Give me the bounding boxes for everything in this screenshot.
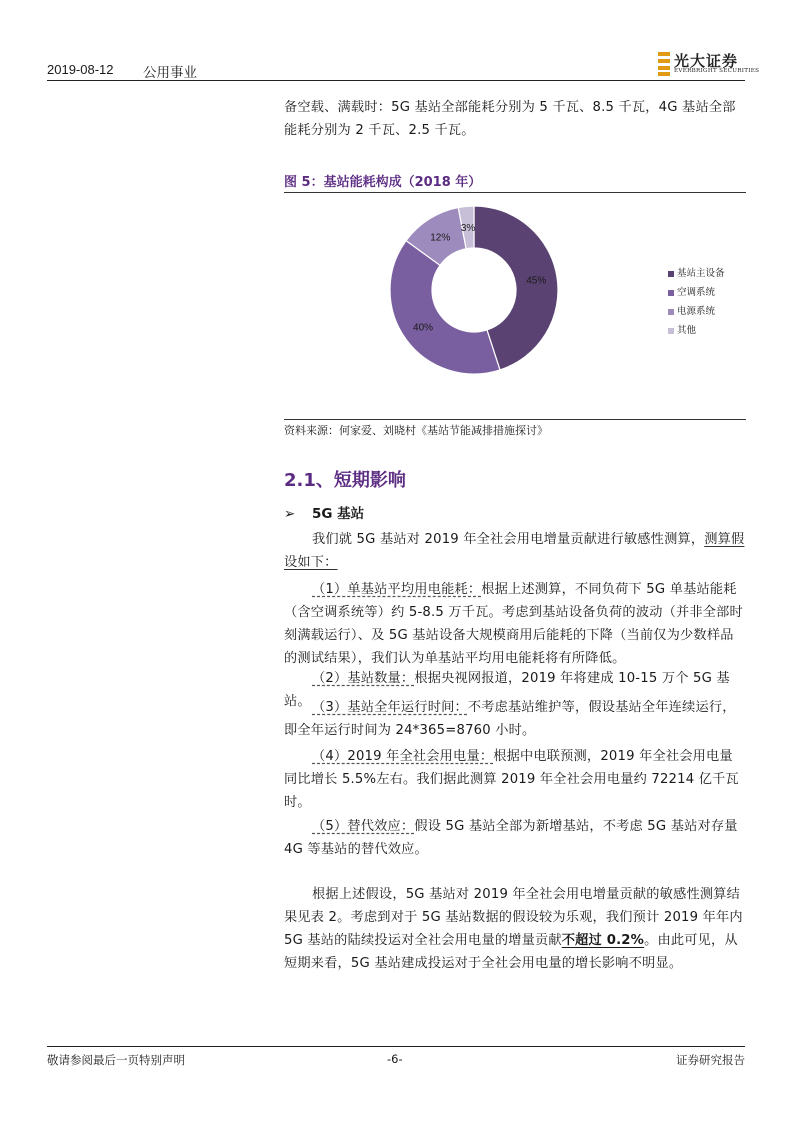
method-paragraph [284,528,746,574]
figure-source: 资料来源：何家爱、刘晓村《基站节能减排措施探讨》 [284,424,548,437]
method-text: 我们就 5G 基站对 2019 年全社会用电增量贡献进行敏感性测算， [312,532,705,547]
legend-label: 基站主设备 [677,268,725,279]
donut-slice-label-1: 45% [526,275,547,287]
footer-disclaimer: 敬请参阅最后一页特别声明 [47,1053,185,1067]
donut-slice-label-4: 3% [460,222,476,234]
legend-swatch [668,271,674,277]
legend-swatch [668,290,674,296]
subheading [284,502,364,522]
assumption-5 [284,815,746,861]
header-divider [47,80,745,81]
logo-name: 光大证券 [674,52,739,70]
report-date: 2019-08-12 [47,62,114,77]
footer-report-type: 证券研究报告 [676,1053,745,1067]
assumption-3-text: 不考虑基站维护等，假设基站全年连续运行，即全年运行时间为 24*365=8760 小时。 [284,700,736,738]
subheading-text: 5G 基站 [312,506,365,522]
assumption-3-label: （3）基站全年运行时间： [312,700,468,715]
assumption-4-label: （4）2019 年全社会用电量： [312,749,494,764]
donut-slice-label-2: 40% [413,322,434,334]
page-number: -6- [387,1052,403,1066]
assumption-5-label: （5）替代效应： [312,819,415,834]
legend-swatch [668,328,674,334]
assumption-1-label: （1）单基站平均用电能耗： [312,582,482,597]
footer-divider [47,1046,745,1047]
legend-label: 空调系统 [677,287,716,298]
conclusion-text: 根据上述假设，5G 基站对 2019 年全社会用电增量贡献的敏感性测算结果见表 2。考虑到对于 5G 基站数据的假设较为乐观，我们预计 2019 年年内 5G 基站的陆续投运对全社会用电量的增量贡献 [284,887,743,948]
assumption-5-text: 假设 5G 基站全部为新增基站，不考虑 5G 基站对存量 4G 等基站的替代效应。 [284,819,738,857]
legend-label: 电源系统 [677,306,716,317]
assumption-2-text: 根据央视网报道，2019 年将建成 10-15 万个 5G 基站。 [284,671,730,709]
arrow-bullet-icon: ➢ [284,506,296,522]
assumption-1 [284,578,746,670]
assumption-4 [284,745,746,814]
assumption-4-text: 根据中电联预测，2019 年全社会用电量同比增长 5.5%左右。我们据此测算 2019 年全社会用电量约 72214 亿千瓦时。 [284,749,739,810]
assumption-3 [284,696,746,742]
figure-title: 图 5：基站能耗构成（2018 年） [284,175,482,190]
company-logo [658,50,760,76]
donut-slice-label-3: 12% [430,232,451,244]
legend-label: 其他 [677,325,697,336]
conclusion-tail: 。由此可见，从短期来看，5G 基站建成投运对于全社会用电量的增长影响不明显。 [284,933,738,971]
logo-mark-icon [658,52,670,76]
intro-paragraph: 备空载、满载时：5G 基站全部能耗分别为 5 千瓦、8.5 千瓦，4G 基站全部能耗分别为 2 千瓦、2.5 千瓦。 [284,100,736,138]
donut-slice-2 [390,241,500,374]
assumption-1-text: 根据上述测算，不同负荷下 5G 单基站能耗（含空调系统等）约 5-8.5 万千瓦。考虑到基站设备负荷的波动（并非全部时刻满载运行）、及 5G 基站设备大规模商用后能耗的下降（当前仅为少数样品的测试结果），我们认为单基站平均用电能耗将有所降低。 [284,582,743,666]
figure-top-rule [284,192,746,193]
legend-swatch [668,309,674,315]
method-assumption-label: 测算假设如下： [284,532,745,570]
assumption-2-label: （2）基站数量： [312,671,415,686]
section-title: 2.1、短期影响 [284,470,406,491]
report-sector: 公用事业 [143,65,197,81]
logo-english-name: EVERBRIGHT SECURITIES [674,68,760,74]
figure-bottom-rule [284,419,746,420]
conclusion-paragraph [284,883,746,975]
conclusion-key-figure: 不超过 0.2% [561,933,645,948]
